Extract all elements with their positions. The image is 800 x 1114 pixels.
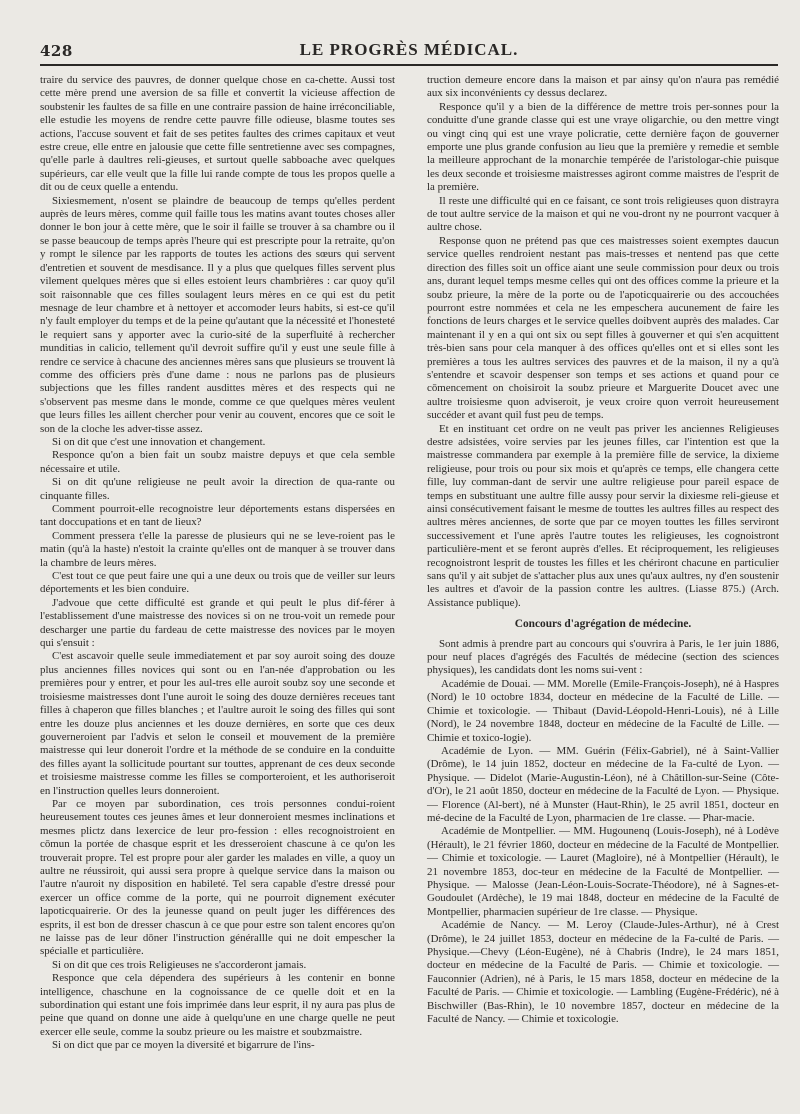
list-item: Académie de Douai. — MM. Morelle (Emile-François-Joseph), né à Haspres (Nord) le 10 octobre 1834, docteur en médecine de la Faculté de Lille. — Chimie et toxicologie. — Thibaut (David-Léopold-Henri-Louis), né à Lille (Nord), le 24 novembre 1848, docteur en médecine de la Faculté de Lille. — Chimie et toxico-logie). xyxy=(427,677,779,744)
paragraph: J'advoue que cette difficulté est grande et qui peult le plus dif-férer à l'establissement d'une maistresse des novices si on ne trou-voit un remede pour descharger une partie du fardeau de cette maistresse des novices par le moyen qui s'ensuit : xyxy=(40,596,395,650)
list-item: Académie de Montpellier. — MM. Hugounenq (Louis-Joseph), né à Lodève (Hérault), le 21 février 1860, docteur en médecine de la Faculté de Montpellier. — Chimie et toxicologie. — Lauret (Magloire), né à Montpellier (Hérault), le 21 novembre 1853, doc-teur en médecine de la Faculté de Montpellier. — Physique. — Malosse (Jean-Léon-Louis-Socrate-Théodore), né à Sagnes-et-Goudoulet (Ardèche), le 19 mai 1848, docteur en médecine de la Faculté de Montpellier, pharmacien supérieur de 1re classe. — Physique. xyxy=(427,825,779,918)
paragraph: Sixiesmement, n'osent se plaindre de beaucoup de temps qu'elles perdent auprès de leurs mères, comme quil faille tous les matins avant toutes choses aller donner le bon jour à cette mère, que le soir il faille se trouver à sa chambre ou il se passe beaucoup de temps après l'heure qui est prescripte pour la retraite, qu'on y rompt le silence par les rapports de toutes les actions des sœurs qui servent d'entretien et souvent de mesdisance. Il y a plus que quelques filles servent plus vilement quelques mères que si elles estoient leurs chambrières : car quoy qu'il soit raisonnable que ces filles soulagent leurs mères en ce qui est du petit mesnage de leur chambre et à nettoyer et accomoder leurs habits, si est-ce qu'il n'y fault employer du temps et de la peine qu'autant que la nécessité et l'honesteté le requiert sans y apporter avec la curio-sité de la superfluité à rechercher munditias in calicio, tellement qu'il devroit suffire qu'il y eust une seule fille à rendre ce service à chacune des anciennes mères sans que plusieurs se trouvent là comme des officiers près d'une dame : nous ne parlons pas de plusieurs subjections que les filles randent ausdittes mères et des respects qui ne s'observent pas mesme dans le monde, comme ce que quelques mères veulent que leurs filles les aillent chercher pour venir au couvent, encores que ce soit le son de la cloche les adver-tisse assez. xyxy=(40,194,395,435)
page-header xyxy=(40,38,778,66)
paragraph: Si on dit que ces trois Religieuses ne s'accorderont jamais. xyxy=(52,958,307,971)
paragraph: Responce que cela dépendera des supérieurs à les contenir en bonne intelligence, chaschune en la cognoissance de ce quelle doit et en la subordination qui estant une fois imprimée dans leur esprit, il ny aura pas plus de peine que quand on donne une aide à quelqu'une en une charge quelle ne peut exercer elle seule, comme la soubz prieure ou les maistre et soubzmaistre. xyxy=(40,972,395,1038)
section-title: Concours d'agrégation de médecine. xyxy=(514,618,692,631)
paragraph: Comment pourroit-elle recognoistre leur déportements estans dispersées en tant doccupations et en tant de lieux? xyxy=(40,503,395,529)
paragraph: Responce qu'on a bien fait un soubz maistre depuys et que cela semble nécessaire et utile. xyxy=(40,449,395,475)
paragraph: Il reste une difficulté qui en ce faisant, ce sont trois religieuses quon distrayra de tout aultre service de la maison et qui ne vou-dront ny ne pourront vacquer à aultre chose. xyxy=(427,194,779,234)
list-item: Académie de Lyon. — MM. Guérin (Félix-Gabriel), né à Saint-Vallier (Drôme), le 14 juin 1852, docteur en médecine de la Fa-culté de Lyon. — Physique. — Didelot (Marie-Augustin-Léon), né à Châtillon-sur-Seine (Côte-d'Or), le 21 août 1850, docteur en médecine de la Faculté de Lyon. — Physique. — Florence (Al-bert), né à Munster (Haut-Rhin), le 25 avril 1851, docteur en mé-decine de la Faculté de Lyon, pharmacien de 1re classe. — Phar-macie. xyxy=(427,744,779,824)
page-number: 428 xyxy=(40,42,73,60)
list-item: Académie de Nancy. — M. Leroy (Claude-Jules-Arthur), né à Crest (Drôme), le 24 juillet 1853, docteur en médecine de la Fa-culté de Paris. — Physique.—Chevy (Léon-Eugène), né à Chabris (Indre), le 24 mars 1851, docteur en médecine de la Faculté de Paris. — Chimie et toxicologie. — Fauconnier (Adrien), né à Paris, le 15 mars 1858, docteur en médecine de la Faculté de Paris. — Chimie et toxicologie. — Lambling (Eugène-Frédéric), né à Bischwiller (Bas-Rhin), le 10 novembre 1857, docteur en médecine de la Faculté de Nancy. — Chimie et toxicologie. xyxy=(427,919,779,1026)
paragraph: Et en instituant cet ordre on ne veult pas priver les anciennes Religieuses destre adsistées, voire servies par les jeunes filles, car l'intention est que la maistresse commandera par exemple à la première fille de service, la dixieme religieuse, pour trois ou pour six mois et qu'après ce temps, elle changera cette fille, luy comman-dant de servir une aultre religieuse pour pareil espace de temps en substituant une aultre fille aussy pour servir la dixiesme reli-gieuse et ainsi consécutivement faisant le mesme de touttes les aultres filles au respect des aultres mères anciennes, de sorte que par ce moyen touttes les filles serviront successivement et l'une après l'autre toutes les religieuses, les cognoistront particulière-ment et se feront auprès d'elles. Et réciproquement, les religieuses recognoistront lesprit de toustes les filles et les chériront chacune en particulier sans qu'il y ait subjet de s'attacher plus aux unes qu'aux aultres, ny d'en soustenir les aultres et d'avoir de la passion contre les aultres. (Liasse 875.) (Arch. Assistance publique). xyxy=(427,422,780,609)
paragraph: C'est ascavoir quelle seule immediatement et par soy auroit soing des douze plus anciennes filles novices qui sont ou en l'an-née d'approbation ou les premières pour y entrer, et pour les aul-tres elle auroit soubz soy une seconde et troisiesme maistresses dont l'une auroit le soing des douze dernières receues tant filles à chaperon que filles blanches ; et l'aultre auroit le soing des filles qui sont entre les douze plus anciennes et les douze dernières, en sorte que ces deux gouverneroient par l'advis et selon le conseil et mouvement de la première maistresse qui leur doneroit l'ordre et la méthode de se conduire en la conduitte des filles ayant la sollicitude pourtant sur touttes, apprenant de ces deux seconde et troisiesme maistresse comme les filles se comporteroient, et les authoriseroit en l'instruction quelles leurs donneroient. xyxy=(40,650,395,797)
paragraph: Si on dict que par ce moyen la diversité et bigarrure de l'ins- xyxy=(52,1039,315,1052)
paragraph: traire du service des pauvres, de donner quelque chose en ca-chette. Aussi tost cette mère prend une aversion de sa fille et convertit la vicieuse affection de soubstenir les faultes de sa fille en une contraire passion de haine irréconciliable, elle estudie les moyens de rendre cette pauvre fille odieuse, blasme toutes ses actions, l'accuse souvent et fait de ses petites faultes des crimes capitaux et veut estre creue, elle entre en jalousie que cette fille sentretienne avec ses compagnes, qu'elle parle à daultres reli-gieuses, et surtout quelle sabboache avec quelques supérieurs, car elle veult que la fille lui rande compte de tous les propos quelle a dit ou de ceux quelle a entendu. xyxy=(40,74,395,194)
left-column xyxy=(40,74,395,1053)
paragraph: Response quon ne prétend pas que ces maistresses soient exemptes daucun service quelles rendroient nestant pas mais-tresses et nentend pas que cette direction des filles soit un office aiant une seule commission pour deux ou trois ans, durant lequel temps mesme celles qui ont des offices comme la prieure et la soubz prieure, la mère de la porte ou de l'apoticquairerie ou des accouchées pourront estre nommées et cela ne les empeschera aucunement de faire les fonctions de leurs charges et le service quelles doibvent auprès des malades. Car maintenant il y en a qui ont six ou sept filles à gouverner et qui s'en acquittent très-bien sans pour cela manquer à des offices qu'elles ont et si elles sont les premières a tous les aultres services des pauvres et de la maison, il ny a qu'à s'entendre et scavoir despenser son temps et ses actions et quand pour ce cōmencement on choisiroit la soubz prieure et Marguerite Doucet avec une aultre troisiesme quon adviseroit, je veux croire quon verroit heureusement succéder et avant quil fust peu de temps. xyxy=(427,234,779,422)
paragraph: Responce qu'il y a bien de la différence de mettre trois per-sonnes pour la conduitte d'une grande classe qui est une vraye oligarchie, ou den mettre vingt ou vingt cinq qui est une vraye policratie, cette dernière façon de gouverner emporte une plus grande confusion au lieu que la première y remedie et semble la meilleure approchant de la monarchie tempérée de l'aristologar-chie puisque les deux seconde et troisiesme maistresses agiront comme maistres de l'esprit de la première. xyxy=(427,100,779,194)
paragraph: C'est tout ce que peut faire une qui a une deux ou trois que de veiller sur leurs déportements et les bien conduire. xyxy=(40,570,395,596)
paragraph: Sont admis à prendre part au concours qui s'ouvrira à Paris, le 1er juin 1886, pour neuf places d'agrégés des Facultés de médecine (section des sciences physiques), les candidats dont les noms sui-vent : xyxy=(427,637,779,677)
paragraph: Si on dit qu'une religieuse ne peult avoir la direction de qua-rante ou cinquante filles. xyxy=(40,476,395,502)
paragraph: Par ce moyen par subordination, ces trois personnes condui-roient heureusement toutes ces jeunes âmes et leur donneroient mesmes inclinations et mesmes plictz dans lexercice de leur pro-fession : elles recognoistroient en cōmun la portée de chasque esprit et les dresseroient chascune à ce qu'on les trouverait propre. Tel est propre pour aler garder les malades en ville, a quoy un aultre ne réussiroit, qui aussi sera propre à quelque service dans la maison ou l'autre n'auroit ny disposition en habileté. Tel sera capable d'estre dressé pour exercer un office comme de la porte, qui ne pourroit dignement exécuter lapoticquairerie. Or des la jeunesse quand on peult juger les différences des esprits, il est bon de dresser chascun à ce que pour estre son talent encores qu'on ne laisse pas de leur dōner l'instruction générallle qui ne doit empescher la spécialle et particulière. xyxy=(40,797,395,958)
journal-title: LE PROGRÈS MÉDICAL. xyxy=(299,40,519,59)
paragraph: Si on dit que c'est une innovation et changement. xyxy=(52,435,266,448)
paragraph: truction demeure encore dans la maison et par ainsy qu'on n'aura pas remédié aux six inconvénients cy dessus declarez. xyxy=(427,74,779,100)
paragraph: Comment pressera t'elle la paresse de plusieurs qui ne se leve-roient pas le matin (qu'à la haste) n'estoit la crainte qu'elles ont de manquer à se trouver dans la chambre de leurs mères. xyxy=(40,529,395,569)
right-column xyxy=(427,74,779,1026)
